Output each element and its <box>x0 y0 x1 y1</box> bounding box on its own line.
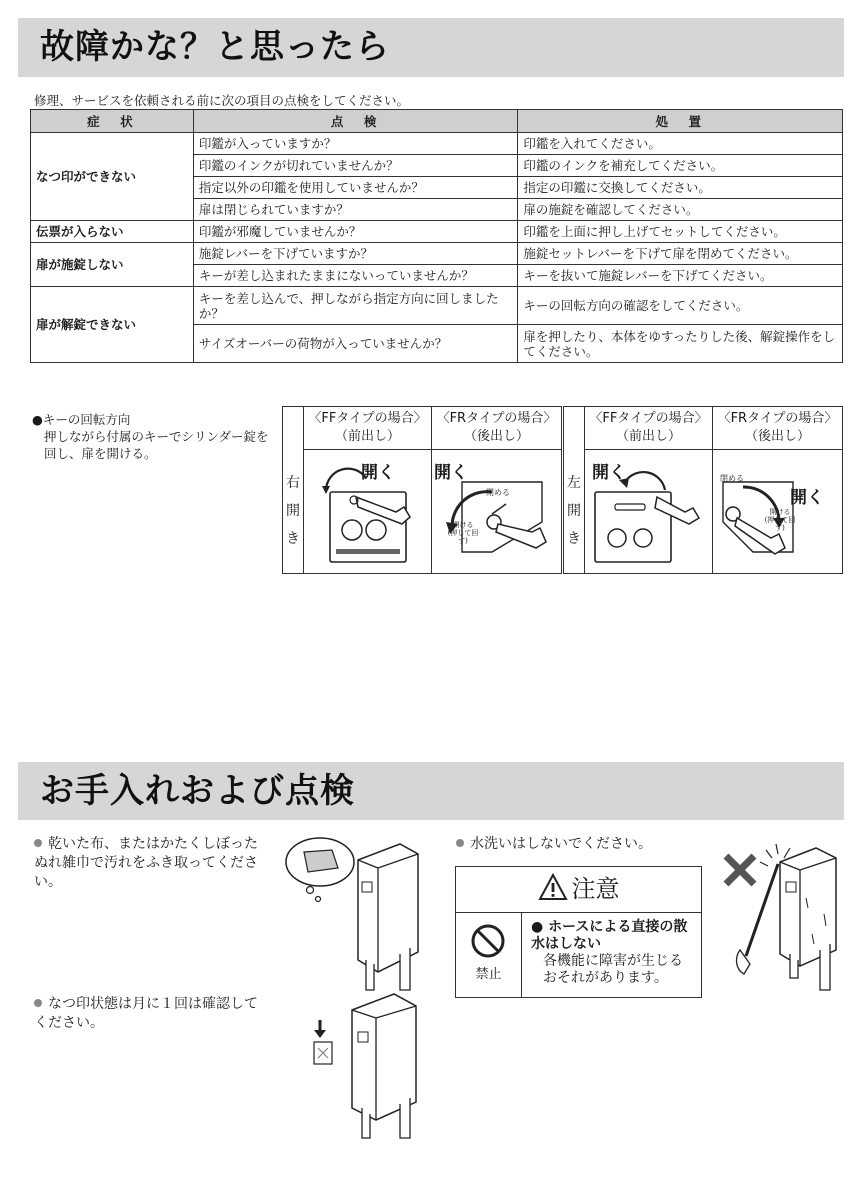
open-small-label <box>443 521 483 545</box>
header-action: 処 置 <box>518 110 843 133</box>
section-banner-maintenance <box>18 762 844 820</box>
bullet-text: なつ印状態は月に１回は確認してください。 <box>34 996 258 1031</box>
no-hose-illustration <box>720 838 844 994</box>
check-cell: 指定以外の印鑑を使用していませんか？ <box>193 177 518 199</box>
action-cell: キーの回転方向の確認をしてください。 <box>518 287 843 325</box>
action-cell: 指定の印鑑に交換してください。 <box>518 177 843 199</box>
open-label: 開く <box>790 488 824 508</box>
open-small-text: 開ける <box>452 521 474 529</box>
check-cell: キーを差し込んで、押しながら指定方向に回しましたか？ <box>193 287 518 325</box>
side-label-column <box>564 407 585 573</box>
action-cell: 扉を押したり、本体をゆすったりした後、解錠操作をしてください。 <box>518 325 843 363</box>
side-label-char: 開 <box>286 503 300 519</box>
action-cell: 印鑑を上面に押し上げてセットしてください。 <box>518 221 843 243</box>
type-label: 〈FRタイプの場合〉 <box>717 411 838 426</box>
intro-text: 修理、サービスを依頼される前に次の項目の点検をしてください。 <box>34 93 410 108</box>
side-label-char: き <box>286 531 300 547</box>
column-header-fr <box>713 407 842 450</box>
check-cell: 施錠レバーを下げていますか？ <box>193 243 518 265</box>
symptom-cell: 伝票が入らない <box>31 221 194 243</box>
side-label-column <box>283 407 304 573</box>
table-row <box>31 243 843 265</box>
open-label: 開く <box>592 463 626 483</box>
column-header-fr <box>432 407 561 450</box>
close-label: 閉める <box>720 474 744 483</box>
warning-triangle-icon <box>538 873 568 901</box>
section-title-troubleshooting: 故障かな？と思ったら <box>40 27 390 67</box>
caution-main-text: ● ホースによる直接の散水はしない <box>531 919 688 952</box>
prohibit-cell <box>456 913 522 997</box>
open-label: 開く <box>361 463 395 483</box>
side-label-char: 開 <box>567 503 581 519</box>
bullet-icon <box>34 999 42 1007</box>
bullet-icon <box>34 839 42 847</box>
bullet-text: 乾いた布、またはかたくしぼったぬれ雑巾で汚れをふき取ってください。 <box>34 836 258 890</box>
open-small-text: 開ける <box>769 508 791 516</box>
symptom-cell: なつ印ができない <box>31 133 194 221</box>
prohibit-label: 禁止 <box>475 967 502 982</box>
caution-header <box>456 867 701 913</box>
open-note-text: (押して回す) <box>764 516 796 532</box>
action-cell: 印鑑を入れてください。 <box>518 133 843 155</box>
bullet-text: 水洗いはしないでください。 <box>470 836 652 852</box>
table-row <box>31 287 843 325</box>
type-label: 〈FFタイプの場合〉 <box>589 411 708 426</box>
position-label: （後出し） <box>744 429 810 444</box>
open-label: 開く <box>434 463 468 483</box>
column-header-ff <box>585 407 712 450</box>
check-cell: キーが差し込まれたままにないっていませんか？ <box>193 265 518 287</box>
header-check: 点 検 <box>193 110 518 133</box>
maintenance-bullet-3 <box>456 835 716 854</box>
caution-box <box>455 866 702 998</box>
bullet-icon <box>456 839 464 847</box>
side-label-char: 左 <box>567 475 581 491</box>
type-label: 〈FRタイプの場合〉 <box>436 411 557 426</box>
position-label: （後出し） <box>463 429 529 444</box>
stamp-check-illustration <box>306 990 422 1140</box>
position-label: （前出し） <box>334 429 400 444</box>
side-label-char: 右 <box>286 475 300 491</box>
key-panel-right-open <box>282 406 562 574</box>
open-note-text: (押して回す) <box>447 529 479 545</box>
section-banner-troubleshooting <box>18 18 844 77</box>
cleaning-illustration <box>282 832 422 992</box>
key-rotation-heading: ●キーの回転方向 <box>32 412 131 427</box>
check-cell: 扉は閉じられていますか？ <box>193 199 518 221</box>
symptom-cell: 扉が施錠しない <box>31 243 194 287</box>
caution-title: 注意 <box>571 875 620 903</box>
prohibited-icon <box>470 923 506 959</box>
header-symptom: 症 状 <box>31 110 194 133</box>
action-cell: 印鑑のインクを補充してください。 <box>518 155 843 177</box>
open-small-label <box>760 508 800 532</box>
maintenance-bullet-2 <box>34 995 268 1033</box>
symptom-cell: 扉が解錠できない <box>31 287 194 363</box>
close-label: 閉める <box>486 488 510 497</box>
troubleshooting-table <box>30 109 843 363</box>
check-cell: 印鑑のインクが切れていませんか？ <box>193 155 518 177</box>
action-cell: 扉の施錠を確認してください。 <box>518 199 843 221</box>
type-label: 〈FFタイプの場合〉 <box>308 411 427 426</box>
caution-sub-text: 各機能に障害が生じるおそれがあります。 <box>543 953 683 986</box>
caution-text <box>531 919 696 987</box>
maintenance-bullet-1 <box>34 835 268 892</box>
action-cell: 施錠セットレバーを下げて扉を閉めてください。 <box>518 243 843 265</box>
table-row <box>31 133 843 155</box>
key-rotation-description: 押しながら付属のキーでシリンダー錠を回し、扉を開ける。 <box>44 429 269 461</box>
position-label: （前出し） <box>615 429 681 444</box>
side-label-char: き <box>567 531 581 547</box>
key-panel-left-open <box>563 406 843 574</box>
table-row <box>31 221 843 243</box>
table-header-row <box>31 110 843 133</box>
action-cell: キーを抜いて施錠レバーを下げてください。 <box>518 265 843 287</box>
section-title-maintenance: お手入れおよび点検 <box>40 771 355 811</box>
check-cell: サイズオーバーの荷物が入っていませんか？ <box>193 325 518 363</box>
check-cell: 印鑑が入っていますか？ <box>193 133 518 155</box>
column-header-ff <box>304 407 431 450</box>
check-cell: 印鑑が邪魔していませんか？ <box>193 221 518 243</box>
